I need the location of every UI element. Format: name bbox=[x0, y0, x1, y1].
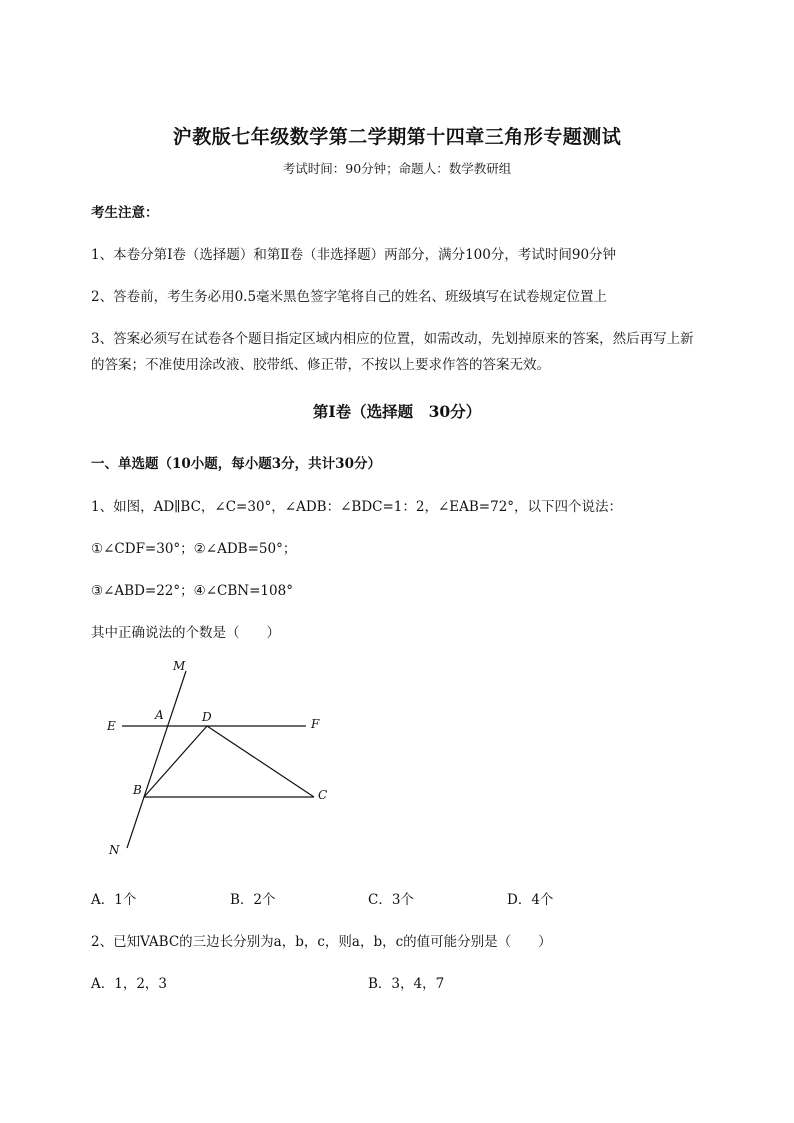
question-1-statement-1: ①∠CDF=30°；②∠ADB=50°； bbox=[91, 541, 297, 557]
label-b: B bbox=[133, 783, 142, 797]
label-n: N bbox=[109, 843, 120, 857]
question-2-stem: 2、已知VABC的三边长分别为a，b，c，则a，b，c的值可能分别是（ ） bbox=[91, 934, 552, 950]
question-1-statement-2: ③∠ABD=22°；④∠CBN=108° bbox=[91, 583, 293, 599]
label-c: C bbox=[318, 788, 328, 802]
notice-item-1: 1、本卷分第I卷（选择题）和第Ⅱ卷（非选择题）两部分，满分100分，考试时间90分钟 bbox=[91, 247, 617, 263]
geometry-figure-svg bbox=[100, 655, 340, 860]
question-1-prompt: 其中正确说法的个数是（ ） bbox=[91, 625, 280, 641]
label-m: M bbox=[173, 659, 186, 673]
label-f: F bbox=[311, 717, 320, 731]
page-subtitle: 考试时间：90分钟；命题人：数学教研组 bbox=[282, 161, 512, 176]
question-2-option-b: B．3，4，7 bbox=[368, 976, 445, 992]
notice-item-2: 2、答卷前，考生务必用0.5毫米黑色签字笔将自己的姓名、班级填写在试卷规定位置上 bbox=[91, 289, 608, 305]
question-1-stem: 1、如图，AD∥BC，∠C=30°，∠ADB：∠BDC=1：2，∠EAB=72°，以下四个说法： bbox=[91, 499, 623, 515]
question-1-option-b: B．2个 bbox=[230, 892, 276, 908]
notice-item-3: 3、答案必须写在试卷各个题目指定区域内相应的位置，如需改动，先划掉原来的答案，然后再写上新 bbox=[91, 331, 694, 347]
page-title: 沪教版七年级数学第二学期第十四章三角形专题测试 bbox=[172, 126, 622, 148]
question-1-option-c: C．3个 bbox=[368, 892, 414, 908]
notice-item-3-continued: 的答案；不准使用涂改液、胶带纸、修正带，不按以上要求作答的答案无效。 bbox=[91, 357, 550, 373]
segment-bd bbox=[144, 726, 207, 797]
geometry-figure bbox=[100, 655, 340, 860]
label-a: A bbox=[155, 708, 164, 722]
segment-dc bbox=[207, 726, 314, 797]
notice-heading: 考生注意： bbox=[91, 205, 159, 221]
part-heading: 一、单选题（10小题，每小题3分，共计30分） bbox=[91, 456, 381, 472]
section-title: 第I卷（选择题 30分） bbox=[312, 402, 482, 421]
question-2-option-a: A．1，2，3 bbox=[91, 976, 168, 992]
label-e: E bbox=[107, 719, 116, 733]
question-1-option-d: D．4个 bbox=[507, 892, 554, 908]
label-d: D bbox=[202, 710, 212, 724]
question-1-option-a: A．1个 bbox=[91, 892, 137, 908]
